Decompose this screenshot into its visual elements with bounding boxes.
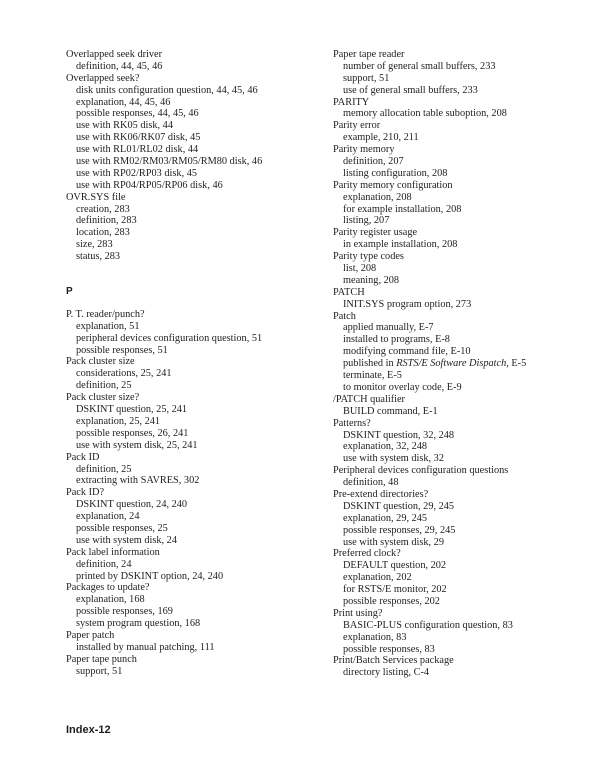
index-entry	[66, 582, 326, 630]
index-subentry: creation, 283	[76, 203, 130, 215]
index-term: Paper tape reader	[333, 49, 405, 60]
index-subentry: in example installation, 208	[343, 239, 458, 251]
index-term: PATCH	[333, 286, 365, 298]
index-subentry: definition, 24	[76, 558, 132, 570]
index-subentry	[333, 358, 593, 370]
index-entry	[66, 73, 326, 192]
index-subentry: extracting with SAVRES, 302	[76, 475, 200, 487]
index-entry	[66, 192, 326, 263]
index-subentry: DSKINT question, 29, 245	[343, 500, 455, 512]
index-subentry: DSKINT question, 32, 248	[343, 429, 455, 441]
index-term: Pack cluster size	[66, 356, 135, 368]
index-term: Print using?	[333, 607, 383, 619]
index-subentry: possible responses, 51	[76, 344, 168, 356]
index-subentry: explanation, 24	[76, 511, 140, 523]
index-subentry: definition, 25	[76, 380, 132, 392]
index-term: Pack cluster size?	[66, 392, 140, 404]
index-subentry: use with RP02/RP03 disk, 45	[76, 167, 198, 179]
index-term: Preferred clock?	[333, 548, 401, 560]
index-subentry: BUILD command, E-1	[343, 405, 438, 417]
index-entry	[333, 608, 593, 656]
index-entry	[333, 227, 593, 251]
index-term: Parity type codes	[333, 251, 404, 263]
index-term: Patch	[333, 310, 356, 322]
index-subentry: number of general small buffers, 233	[343, 60, 496, 72]
index-subentry: possible responses, 169	[76, 606, 173, 618]
index-subentry: support, 51	[343, 72, 390, 84]
index-term: Parity memory	[333, 144, 395, 156]
index-term: PARITY	[333, 96, 370, 108]
index-entry	[333, 489, 593, 548]
index-subentry: listing, 207	[343, 215, 390, 227]
index-entry	[333, 655, 593, 679]
index-subentry: system program question, 168	[76, 618, 201, 630]
index-subentry: explanation, 208	[343, 191, 412, 203]
index-subentry: location, 283	[76, 227, 130, 239]
index-subentry: DSKINT question, 25, 241	[76, 404, 188, 416]
index-entry	[333, 120, 593, 144]
index-entry	[333, 251, 593, 287]
index-subentry: definition, 283	[76, 215, 137, 227]
index-subentry: definition, 48	[343, 477, 399, 489]
page-number: Index-12	[66, 724, 111, 736]
index-subentry: disk units configuration question, 44, 45, 46	[76, 84, 258, 96]
index-subentry: use with RP04/RP05/RP06 disk, 46	[76, 179, 223, 191]
index-subentry: directory listing, C-4	[343, 667, 430, 679]
index-term: Paper tape punch	[66, 653, 137, 665]
index-subentry: list, 208	[343, 263, 377, 275]
index-subentry: use with system disk, 32	[343, 453, 444, 465]
index-subentry: peripheral devices configuration question, 51	[76, 332, 263, 344]
index-subentry: possible responses, 25	[76, 522, 168, 534]
index-subentry: explanation, 168	[76, 594, 145, 606]
index-entry	[66, 547, 326, 583]
index-entry	[66, 654, 326, 678]
index-term: /PATCH qualifier	[333, 393, 405, 405]
index-subentry: status, 283	[76, 251, 121, 263]
index-term: Overlapped seek driver	[66, 49, 163, 60]
index-entry	[333, 548, 593, 607]
index-subentry: memory allocation table suboption, 208	[343, 108, 507, 120]
index-term: Overlapped seek?	[66, 72, 140, 84]
index-entry	[66, 49, 326, 73]
index-subentry: explanation, 29, 245	[343, 512, 428, 524]
index-subentry: use with system disk, 24	[76, 534, 177, 546]
index-subentry: definition, 44, 45, 46	[76, 60, 163, 72]
index-entry	[333, 311, 593, 394]
index-term: Patterns?	[333, 417, 371, 429]
index-term: Packages to update?	[66, 582, 150, 594]
index-entry	[66, 309, 326, 357]
index-subentry: use with system disk, 25, 241	[76, 439, 198, 451]
index-subentry: for example installation, 208	[343, 203, 462, 215]
index-subentry: terminate, E-5	[343, 370, 402, 382]
subentry-text: published in	[343, 358, 397, 370]
index-subentry: DEFAULT question, 202	[343, 560, 447, 572]
index-term: Pack ID	[66, 451, 100, 463]
index-subentry: BASIC-PLUS configuration question, 83	[343, 619, 513, 631]
index-subentry: possible responses, 202	[343, 595, 440, 607]
index-entry	[66, 630, 326, 654]
index-subentry: example, 210, 211	[343, 132, 419, 144]
index-subentry: explanation, 25, 241	[76, 415, 161, 427]
index-subentry: for RSTS/E monitor, 202	[343, 584, 447, 596]
index-entry	[66, 452, 326, 488]
index-subentry: size, 283	[76, 239, 113, 251]
index-entry	[66, 487, 326, 546]
index-subentry: printed by DSKINT option, 24, 240	[76, 570, 224, 582]
index-subentry: to monitor overlay code, E-9	[343, 381, 462, 393]
index-subentry: definition, 207	[343, 156, 404, 168]
subentry-page: , E-5	[506, 358, 527, 370]
index-subentry: installed by manual patching, 111	[76, 641, 215, 653]
index-term: Pack label information	[66, 546, 160, 558]
index-entry	[66, 356, 326, 392]
index-term: Pre-extend directories?	[333, 488, 429, 500]
index-entry	[333, 465, 593, 489]
index-subentry: explanation, 44, 45, 46	[76, 96, 171, 108]
index-subentry: meaning, 208	[343, 274, 400, 286]
index-subentry: installed to programs, E-8	[343, 334, 450, 346]
index-subentry: explanation, 83	[343, 631, 407, 643]
index-term: Parity error	[333, 120, 381, 132]
index-term: Paper patch	[66, 629, 115, 641]
index-term: OVR.SYS file	[66, 191, 126, 203]
index-entry	[333, 97, 593, 121]
index-entry	[333, 49, 593, 97]
index-right-column	[333, 49, 593, 679]
index-subentry: explanation, 32, 248	[343, 441, 428, 453]
index-entry	[333, 418, 593, 466]
index-term: Peripheral devices configuration questions	[333, 465, 509, 477]
index-subentry: use with system disk, 29	[343, 536, 444, 548]
index-entry	[333, 180, 593, 228]
index-subentry: considerations, 25, 241	[76, 368, 172, 380]
index-subentry: use with RM02/RM03/RM05/RM80 disk, 46	[76, 156, 263, 168]
index-left-column	[66, 49, 326, 678]
index-term: Parity memory configuration	[333, 179, 453, 191]
index-subentry: listing configuration, 208	[343, 167, 448, 179]
index-entry	[333, 287, 593, 311]
index-subentry: possible responses, 29, 245	[343, 524, 456, 536]
index-subentry: use with RK06/RK07 disk, 45	[76, 132, 201, 144]
index-subentry: use of general small buffers, 233	[343, 84, 478, 96]
index-term: Parity register usage	[333, 227, 418, 239]
index-subentry: applied manually, E-7	[343, 322, 434, 334]
index-subentry: explanation, 202	[343, 572, 412, 584]
index-subentry: explanation, 51	[76, 320, 140, 332]
index-subentry: possible responses, 83	[343, 643, 435, 655]
index-subentry: DSKINT question, 24, 240	[76, 499, 188, 511]
index-subentry: definition, 25	[76, 463, 132, 475]
index-subentry: possible responses, 26, 241	[76, 427, 189, 439]
index-term: Print/Batch Services package	[333, 655, 454, 667]
index-subentry: INIT.SYS program option, 273	[343, 298, 472, 310]
index-term: P. T. reader/punch?	[66, 308, 145, 320]
index-term: Pack ID?	[66, 487, 105, 499]
index-entry	[66, 392, 326, 451]
index-subentry: modifying command file, E-10	[343, 346, 471, 358]
index-entry	[333, 394, 593, 418]
index-subentry: use with RL01/RL02 disk, 44	[76, 144, 199, 156]
index-subentry: support, 51	[76, 665, 123, 677]
index-entry	[333, 144, 593, 180]
index-subentry: possible responses, 44, 45, 46	[76, 108, 199, 120]
index-subentry: use with RK05 disk, 44	[76, 120, 173, 132]
publication-title: RSTS/E Software Dispatch	[396, 358, 507, 370]
section-letter: P	[66, 286, 73, 298]
